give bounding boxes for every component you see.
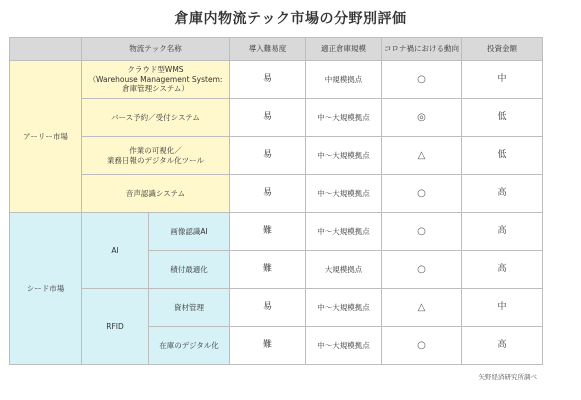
difficulty-cell: 難: [230, 213, 306, 251]
table-row: [10, 213, 543, 251]
covid-cell: ○: [382, 213, 462, 251]
covid-cell: ◎: [382, 99, 462, 137]
scale-cell: 中～大規模拠点: [306, 327, 382, 365]
difficulty-cell: 易: [230, 99, 306, 137]
scale-cell: 中～大規模拠点: [306, 137, 382, 175]
row-name-line: 業務日報のデジタル化ツール: [107, 155, 204, 165]
row-name-line: クラウド型WMS: [127, 64, 184, 74]
investment-cell: 低: [462, 137, 543, 175]
difficulty-cell: 難: [230, 327, 306, 365]
table-row: [10, 289, 543, 327]
table-row: [10, 99, 543, 137]
covid-cell: △: [382, 137, 462, 175]
row-name-line: 作業の可視化／: [129, 145, 182, 155]
source-note: 矢野経済研究所調べ: [478, 373, 537, 381]
investment-cell: 高: [462, 251, 543, 289]
header-covid: コロナ禍における動向: [382, 38, 462, 61]
covid-cell: ○: [382, 175, 462, 213]
subgroup-rfid: RFID: [82, 289, 149, 365]
difficulty-cell: 易: [230, 175, 306, 213]
row-name-line: バース予約／受付システム: [111, 112, 200, 122]
table-row: [10, 137, 543, 175]
group-early-market: アーリー市場: [10, 61, 82, 213]
investment-cell: 高: [462, 327, 543, 365]
scale-cell: 大規模拠点: [306, 251, 382, 289]
row-name: [82, 175, 230, 213]
row-name: [149, 251, 230, 289]
scale-cell: 中～大規模拠点: [306, 213, 382, 251]
covid-cell: ○: [382, 327, 462, 365]
covid-cell: ○: [382, 251, 462, 289]
investment-cell: 高: [462, 175, 543, 213]
row-name: [82, 61, 230, 99]
row-name: [149, 327, 230, 365]
row-name: [82, 99, 230, 137]
scale-cell: 中～大規模拠点: [306, 175, 382, 213]
investment-cell: 中: [462, 61, 543, 99]
header-blank: [10, 38, 82, 61]
covid-cell: △: [382, 289, 462, 327]
investment-cell: 高: [462, 213, 543, 251]
table-header-row: [10, 38, 543, 61]
header-difficulty: 導入難易度: [230, 38, 306, 61]
row-name-line: 画像認識AI: [170, 226, 208, 236]
scale-cell: 中規模拠点: [306, 61, 382, 99]
difficulty-cell: 易: [230, 137, 306, 175]
investment-cell: 低: [462, 99, 543, 137]
row-name-line: 倉庫管理システム）: [122, 84, 189, 94]
row-name-line: 音声認識システム: [125, 188, 186, 198]
header-investment: 投資金額: [462, 38, 543, 61]
row-name-line: （Warehouse Management System:: [88, 74, 223, 84]
row-name: [149, 213, 230, 251]
row-name: [82, 137, 230, 175]
header-scale: 適正倉庫規模: [306, 38, 382, 61]
evaluation-table: [9, 37, 543, 365]
page-title: 倉庫内物流テック市場の分野別評価: [174, 11, 407, 27]
row-name-line: 資材管理: [174, 302, 204, 312]
row-name-line: 在庫のデジタル化: [159, 340, 219, 350]
difficulty-cell: 易: [230, 289, 306, 327]
group-seed-market: シード市場: [10, 213, 82, 365]
header-category: 物流テック名称: [82, 38, 230, 61]
investment-cell: 中: [462, 289, 543, 327]
row-name: [149, 289, 230, 327]
difficulty-cell: 難: [230, 251, 306, 289]
subgroup-ai: AI: [82, 213, 149, 289]
table-row: [10, 175, 543, 213]
scale-cell: 中～大規模拠点: [306, 289, 382, 327]
covid-cell: ○: [382, 61, 462, 99]
table-row: [10, 61, 543, 99]
difficulty-cell: 易: [230, 61, 306, 99]
scale-cell: 中～大規模拠点: [306, 99, 382, 137]
row-name-line: 積付最適化: [170, 264, 208, 274]
